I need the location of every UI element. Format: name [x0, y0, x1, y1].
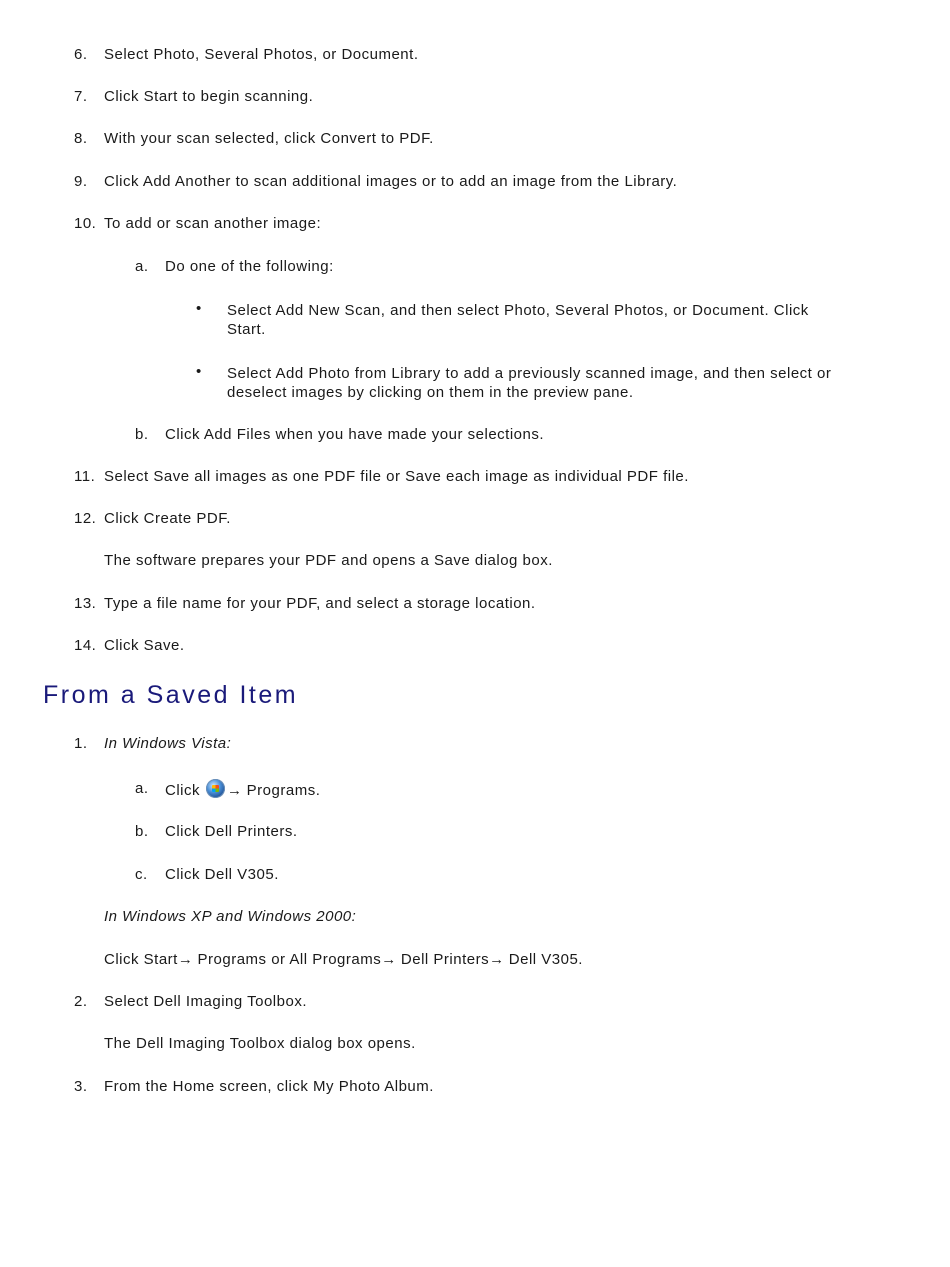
arrow-icon: →: [489, 951, 505, 968]
step-text: Type a file name for your PDF, and select a storage location.: [104, 595, 536, 612]
step-text: Click Add Another to scan additional images or to add an image from the Library.: [104, 173, 678, 190]
substep-b: [135, 425, 545, 444]
xp-path-dell-printers: Dell Printers: [400, 951, 490, 968]
step-number: 3.: [74, 1078, 88, 1095]
xp-path: [104, 950, 583, 969]
step-6: [74, 45, 419, 64]
xp-label: In Windows XP and Windows 2000:: [104, 908, 357, 925]
step-text: Click Create PDF.: [104, 510, 231, 527]
step-number: 6.: [74, 46, 88, 63]
step-7: [74, 87, 314, 106]
step-number: 12.: [74, 510, 97, 527]
substep-text: Click Dell V305.: [165, 866, 279, 883]
step-text: From the Home screen, click My Photo Album.: [104, 1078, 434, 1095]
substep-a: [135, 257, 334, 276]
vista-substep-c: [135, 865, 279, 884]
section-heading: From a Saved Item: [43, 681, 299, 709]
substep-letter: b.: [135, 823, 149, 840]
step-number: 8.: [74, 130, 88, 147]
saved-step-3: [74, 1077, 434, 1096]
saved-step-2-note: The Dell Imaging Toolbox dialog box opens.: [104, 1035, 416, 1052]
step-number: 11.: [74, 468, 96, 485]
step-10: [74, 214, 322, 233]
step-text: Click Start to begin scanning.: [104, 88, 314, 105]
step-11: [74, 467, 689, 486]
step-14: [74, 636, 185, 655]
substep-letter: b.: [135, 426, 149, 443]
arrow-icon: →: [177, 951, 193, 968]
vista-substep-b: [135, 822, 298, 841]
saved-step-2: [74, 992, 307, 1011]
step-number: 9.: [74, 173, 88, 190]
step-text: Select Dell Imaging Toolbox.: [104, 993, 307, 1010]
step-text: With your scan selected, click Convert to PDF.: [104, 130, 434, 147]
click-label: Click: [165, 782, 200, 799]
step-number: 14.: [74, 637, 97, 654]
bullet-marker: •: [196, 363, 202, 380]
saved-step-1: [74, 734, 232, 753]
arrow-icon: →: [381, 951, 397, 968]
step-text: Select Photo, Several Photos, or Document.: [104, 46, 419, 63]
xp-path-programs: Programs or All Programs: [197, 951, 382, 968]
substep-text: Do one of the following:: [165, 258, 334, 275]
xp-path-dell-v305: Dell V305.: [508, 951, 583, 968]
step-12: [74, 509, 231, 528]
substep-letter: a.: [135, 780, 149, 797]
step-text: In Windows Vista:: [104, 735, 232, 752]
substep-text: Click Dell Printers.: [165, 823, 298, 840]
step-text: Select Save all images as one PDF file or Save each image as individual PDF file.: [104, 468, 689, 485]
step-13: [74, 594, 536, 613]
arrow-icon: →: [227, 782, 242, 799]
bullet-text: Select Add New Scan, and then select Photo, Several Photos, or Document. Click Start.: [227, 302, 809, 338]
substep-letter: c.: [135, 866, 148, 883]
step-8: [74, 129, 434, 148]
step-text: To add or scan another image:: [104, 215, 322, 232]
step-text: Click Save.: [104, 637, 185, 654]
programs-label: Programs.: [246, 782, 321, 799]
step-number: 13.: [74, 595, 97, 612]
substep-letter: a.: [135, 258, 149, 275]
step-9: [74, 172, 678, 191]
step-number: 10.: [74, 215, 97, 232]
bullet-marker: •: [196, 300, 202, 317]
bullet-text: Select Add Photo from Library to add a previously scanned image, and then select or deselect images by clicking on them in the preview pane.: [227, 365, 832, 401]
windows-start-orb-icon: [206, 779, 225, 798]
vista-substep-a: [135, 779, 321, 799]
step-number: 7.: [74, 88, 88, 105]
step-12-note: The software prepares your PDF and opens a Save dialog box.: [104, 552, 553, 569]
step-number: 1.: [74, 735, 88, 752]
xp-path-start: Click Start: [104, 951, 178, 968]
step-number: 2.: [74, 993, 88, 1010]
substep-text: Click Add Files when you have made your selections.: [165, 426, 545, 443]
